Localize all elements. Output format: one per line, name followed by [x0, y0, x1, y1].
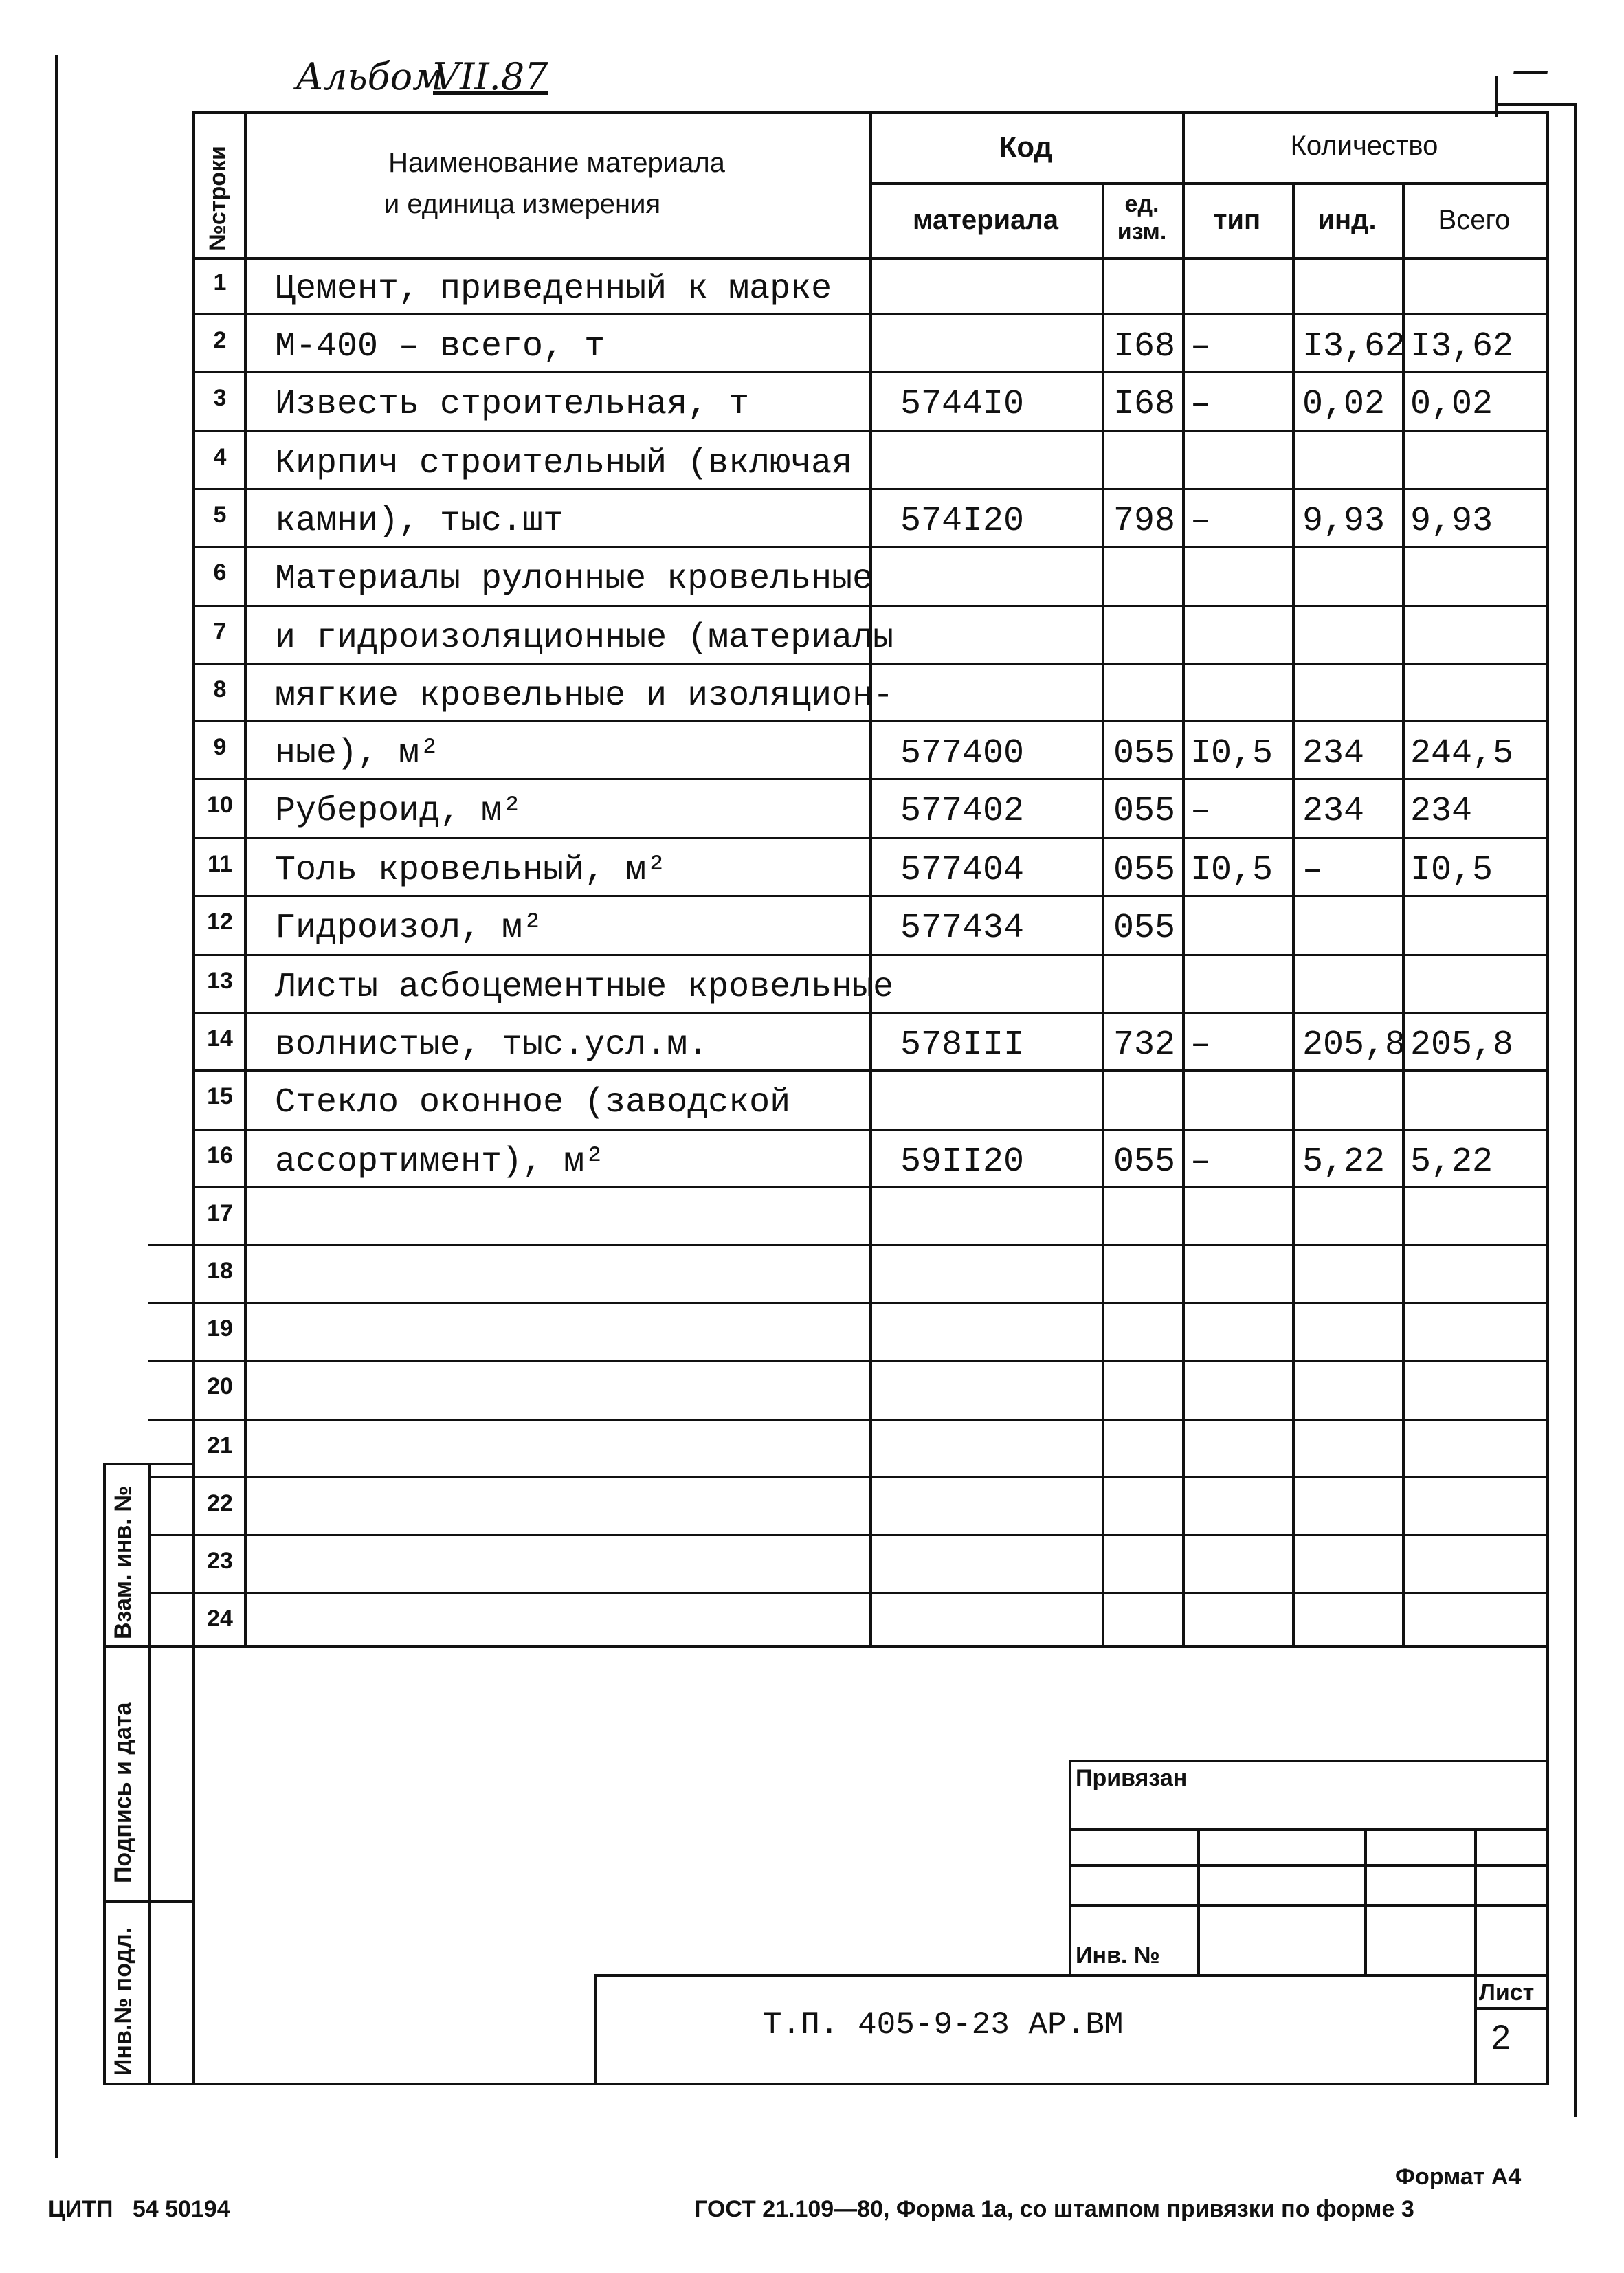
- row-divider: [148, 1360, 1546, 1362]
- row-number: 1: [213, 269, 227, 296]
- footer-gost: ГОСТ 21.109—80, Форма 1а, со штампом привязки по форме 3: [694, 2196, 1414, 2222]
- row-unit: 055: [1113, 851, 1176, 890]
- header-name-line2: и единица измерения: [383, 189, 661, 219]
- row-number: 5: [213, 502, 227, 528]
- privyazan-top: [1069, 1760, 1546, 1762]
- material-name: М-400 – всего, т: [275, 327, 605, 366]
- col-divider-name: [869, 111, 872, 1647]
- row-type: –: [1190, 327, 1212, 366]
- row-code: 577400: [900, 734, 1025, 773]
- row-number: 22: [207, 1490, 233, 1516]
- material-name: и гидроизоляционные (материалы: [275, 619, 894, 658]
- row-divider: [192, 837, 1546, 839]
- material-name: волнистые, тыс.усл.м.: [275, 1025, 709, 1065]
- row-number: 19: [207, 1316, 233, 1342]
- row-total: 9,93: [1410, 502, 1493, 541]
- row-total: 244,5: [1410, 734, 1514, 773]
- code-qty-divider: [869, 182, 1546, 185]
- side-strip-divider-2: [103, 1900, 192, 1903]
- material-name: Рубероид, м²: [275, 792, 523, 831]
- row-ind: 5,22: [1302, 1142, 1386, 1182]
- col-divider-unit: [1182, 111, 1185, 1647]
- top-right-mark: —: [1512, 48, 1549, 91]
- row-number: 9: [213, 734, 227, 760]
- list-label: Лист: [1479, 1980, 1535, 2006]
- inv-no-label: Инв. №: [1076, 1942, 1160, 1969]
- header-qty-group: Количество: [1290, 131, 1438, 161]
- row-total: 0,02: [1410, 385, 1493, 424]
- row-number: 3: [213, 385, 227, 411]
- row-number: 20: [207, 1373, 233, 1399]
- row-divider: [148, 1476, 1546, 1478]
- row-number: 12: [207, 909, 233, 935]
- row-divider: [148, 1534, 1546, 1536]
- row-code: 59II20: [900, 1142, 1025, 1182]
- row-unit: 055: [1113, 909, 1176, 948]
- row-divider: [192, 546, 1546, 548]
- header-name-line1: Наименование материала: [388, 148, 725, 178]
- row-divider: [148, 1419, 1546, 1421]
- col-divider-material: [1102, 182, 1104, 1647]
- privyazan-row-4: [594, 1974, 1546, 1977]
- table-left-border: [192, 111, 195, 2084]
- footer-left: ЦИТП 54 50194: [48, 2196, 230, 2222]
- material-name: Известь строительная, т: [275, 385, 750, 424]
- row-divider: [148, 1592, 1546, 1594]
- privyazan-label: Привязан: [1076, 1765, 1188, 1791]
- row-number: 8: [213, 676, 227, 702]
- material-name: камни), тыс.шт: [275, 502, 564, 541]
- row-divider: [148, 1645, 1546, 1648]
- row-divider: [192, 313, 1546, 315]
- row-divider: [192, 1012, 1546, 1014]
- header-code-group: Код: [999, 131, 1053, 163]
- row-type: I0,5: [1190, 851, 1273, 890]
- row-unit: 732: [1113, 1025, 1176, 1065]
- material-name: ассортимент), м²: [275, 1142, 605, 1182]
- side-label-inv-podl: Инв.№ подл.: [110, 1927, 136, 2076]
- material-name: Листы асбоцементные кровельные: [275, 968, 894, 1007]
- side-label-podpis: Подпись и дата: [110, 1702, 136, 1883]
- material-name: Цемент, приведенный к марке: [275, 269, 832, 309]
- row-ind: 234: [1302, 734, 1365, 773]
- row-number: 18: [207, 1258, 233, 1284]
- col-divider-ind: [1402, 182, 1405, 1647]
- side-strip-divider-1: [103, 1645, 192, 1648]
- doc-code-left: [594, 1974, 597, 2084]
- row-divider: [192, 371, 1546, 373]
- row-ind: I3,62: [1302, 327, 1406, 366]
- row-unit: 798: [1113, 502, 1176, 541]
- row-code: 578III: [900, 1025, 1025, 1065]
- doc-code: Т.П. 405-9-23 АР.ВМ: [763, 2007, 1124, 2043]
- header-qty-type: тип: [1213, 205, 1261, 235]
- row-type: –: [1190, 385, 1212, 424]
- header-qty-total: Всего: [1438, 205, 1511, 235]
- row-code: 577402: [900, 792, 1025, 831]
- album-number: VII.87: [433, 55, 548, 98]
- album-label: Альбом: [296, 55, 443, 98]
- row-unit: I68: [1113, 385, 1176, 424]
- header-code-unit-1: ед.: [1124, 191, 1159, 217]
- row-number: 13: [207, 968, 233, 994]
- row-code: 577404: [900, 851, 1025, 890]
- row-ind: 0,02: [1302, 385, 1386, 424]
- top-right-line: [1495, 103, 1574, 106]
- row-type: –: [1190, 1142, 1212, 1182]
- material-name: Толь кровельный, м²: [275, 851, 667, 890]
- material-name: Материалы рулонные кровельные: [275, 559, 874, 599]
- side-strip-bottom: [103, 2083, 192, 2085]
- row-divider: [148, 1302, 1546, 1304]
- row-total: I0,5: [1410, 851, 1493, 890]
- row-unit: 055: [1113, 792, 1176, 831]
- row-type: –: [1190, 502, 1212, 541]
- table-right-border: [1546, 111, 1549, 2085]
- row-divider: [192, 663, 1546, 665]
- row-code: 574I20: [900, 502, 1025, 541]
- row-ind: 234: [1302, 792, 1365, 831]
- side-strip-top: [103, 1463, 192, 1465]
- top-right-tick: [1495, 76, 1498, 117]
- row-number: 6: [213, 559, 227, 586]
- privyazan-col-1: [1197, 1828, 1200, 1974]
- row-number: 23: [207, 1548, 233, 1574]
- row-number: 11: [208, 851, 232, 877]
- list-number: 2: [1491, 2018, 1511, 2056]
- col-divider-rowno: [244, 111, 247, 1647]
- row-number: 16: [207, 1142, 233, 1168]
- side-strip-left: [103, 1463, 106, 2084]
- side-label-vzam: Взам. инв. №: [110, 1485, 136, 1639]
- format-label: Формат А4: [1395, 2164, 1522, 2190]
- material-name: ные), м²: [275, 734, 441, 773]
- page-left-border: [55, 55, 58, 2158]
- row-divider: [192, 605, 1546, 607]
- row-divider: [192, 1186, 1546, 1188]
- row-type: –: [1190, 792, 1212, 831]
- row-divider: [192, 778, 1546, 780]
- row-divider: [192, 430, 1546, 432]
- privyazan-col-3: [1474, 1828, 1477, 2084]
- row-divider: [192, 1129, 1546, 1131]
- col-divider-type: [1292, 182, 1295, 1647]
- row-total: 205,8: [1410, 1025, 1514, 1065]
- material-name: мягкие кровельные и изоляцион-: [275, 676, 894, 716]
- privyazan-col-2: [1364, 1828, 1367, 1974]
- row-code: 577434: [900, 909, 1025, 948]
- row-number: 2: [213, 327, 227, 353]
- header-qty-ind: инд.: [1317, 205, 1377, 235]
- row-divider: [192, 895, 1546, 897]
- header-rowno: №строки: [205, 146, 231, 251]
- row-divider: [192, 720, 1546, 722]
- row-unit: 055: [1113, 734, 1176, 773]
- row-number: 21: [207, 1432, 233, 1459]
- side-strip-inner: [148, 1463, 151, 2084]
- row-total: 234: [1410, 792, 1473, 831]
- row-type: I0,5: [1190, 734, 1273, 773]
- row-ind: 9,93: [1302, 502, 1386, 541]
- header-code-material: материала: [912, 205, 1059, 235]
- row-total: I3,62: [1410, 327, 1514, 366]
- row-divider: [192, 488, 1546, 490]
- row-divider: [192, 954, 1546, 956]
- row-total: 5,22: [1410, 1142, 1493, 1182]
- row-unit: 055: [1113, 1142, 1176, 1182]
- row-unit: I68: [1113, 327, 1176, 366]
- row-number: 17: [207, 1200, 233, 1226]
- row-divider: [192, 1069, 1546, 1072]
- list-label-divider: [1474, 2007, 1546, 2010]
- material-name: Кирпич строительный (включая: [275, 444, 853, 483]
- row-divider: [148, 1244, 1546, 1246]
- row-number: 7: [213, 619, 227, 645]
- row-number: 24: [207, 1606, 233, 1632]
- row-number: 10: [207, 792, 233, 818]
- row-number: 15: [207, 1083, 233, 1109]
- material-name: Гидроизол, м²: [275, 909, 544, 948]
- row-ind: 205,8: [1302, 1025, 1406, 1065]
- stamp-bottom: [192, 2083, 1548, 2085]
- row-number: 14: [207, 1025, 233, 1052]
- page-right-border: [1574, 103, 1577, 2117]
- row-code: 5744I0: [900, 385, 1025, 424]
- material-name: Стекло оконное (заводской: [275, 1083, 791, 1122]
- header-code-unit-2: изм.: [1117, 219, 1167, 245]
- row-number: 4: [213, 444, 227, 470]
- privyazan-left: [1069, 1760, 1071, 1974]
- row-type: –: [1190, 1025, 1212, 1065]
- row-ind: –: [1302, 851, 1324, 890]
